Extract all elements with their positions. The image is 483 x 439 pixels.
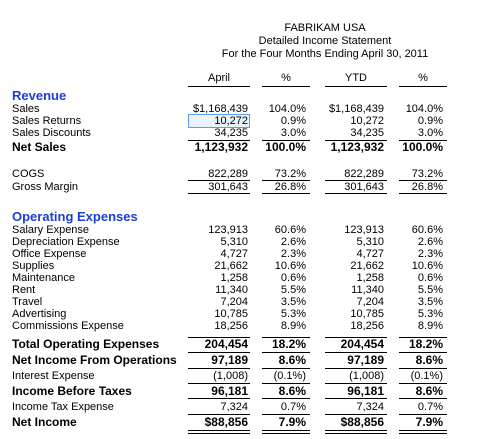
- cell-gross-margin-ytd[interactable]: 301,643: [344, 181, 384, 193]
- cell-net-income-ytd[interactable]: $88,856: [340, 415, 384, 429]
- row-label-interest: Interest Expense: [12, 370, 95, 382]
- row-label-gross-margin: Gross Margin: [12, 181, 79, 193]
- cell-sales-returns-apct[interactable]: 0.9%: [280, 115, 306, 127]
- cell-travel-apct[interactable]: 3.5%: [280, 296, 306, 308]
- row-label-sales-discounts: Sales Discounts: [12, 127, 91, 139]
- underline: [262, 398, 310, 399]
- cell-net-sales-april[interactable]: 1,123,932: [194, 140, 248, 154]
- cell-net-income-ops-ytd[interactable]: 97,189: [347, 353, 384, 367]
- cell-depreciation-apct[interactable]: 2.6%: [280, 236, 306, 248]
- row-label-office: Office Expense: [12, 248, 87, 260]
- underline: [399, 398, 447, 399]
- cell-net-income-ops-apct[interactable]: 8.6%: [278, 353, 306, 367]
- row-label-rent: Rent: [12, 284, 36, 296]
- cell-office-ypct[interactable]: 2.3%: [417, 248, 443, 260]
- cell-maintenance-ytd[interactable]: 1,258: [356, 272, 384, 284]
- underline: [262, 368, 310, 369]
- double-underline: [399, 430, 447, 431]
- row-label-salary: Salary Expense: [12, 224, 90, 236]
- cell-commissions-ytd[interactable]: 18,256: [350, 320, 384, 332]
- cell-office-apct[interactable]: 2.3%: [280, 248, 306, 260]
- cell-maintenance-apct[interactable]: 0.6%: [280, 272, 306, 284]
- cell-supplies-april[interactable]: 21,662: [214, 260, 248, 272]
- cell-net-income-ops-ypct[interactable]: 8.6%: [415, 353, 443, 367]
- underline: [399, 193, 447, 194]
- cell-sales-ytd[interactable]: $1,168,439: [328, 103, 384, 115]
- cell-depreciation-ytd[interactable]: 5,310: [356, 236, 384, 248]
- col-april-header: April: [188, 72, 250, 87]
- cell-supplies-ytd[interactable]: 21,662: [350, 260, 384, 272]
- row-label-net-income-ops: Net Income From Operations: [12, 353, 177, 367]
- underline: [325, 193, 387, 194]
- cell-office-ytd[interactable]: 4,727: [356, 248, 384, 260]
- underline: [188, 193, 250, 194]
- cell-rent-apct[interactable]: 5.5%: [280, 284, 306, 296]
- cell-sales-returns-april[interactable]: 10,272: [214, 115, 248, 127]
- row-label-income-before-tax: Income Before Taxes: [12, 384, 132, 398]
- cell-interest-april[interactable]: (1,008): [213, 370, 248, 382]
- report-title: Detailed Income Statement: [258, 35, 392, 47]
- cell-income-before-tax-ytd[interactable]: 96,181: [347, 384, 384, 398]
- report-period: For the Four Months Ending April 30, 2011: [221, 48, 429, 60]
- col-ytd-pct-header: %: [399, 72, 447, 87]
- underline: [188, 368, 250, 369]
- row-label-total-opex: Total Operating Expenses: [12, 337, 160, 351]
- underline: [399, 368, 447, 369]
- cell-cogs-ypct[interactable]: 73.2%: [411, 168, 443, 180]
- row-label-net-sales: Net Sales: [12, 140, 67, 154]
- cell-net-sales-ypct[interactable]: 100.0%: [402, 140, 443, 154]
- underline: [262, 193, 310, 194]
- cell-gross-margin-ypct[interactable]: 26.8%: [411, 181, 443, 193]
- cell-depreciation-ypct[interactable]: 2.6%: [417, 236, 443, 248]
- cell-total-opex-april[interactable]: 204,454: [204, 337, 248, 351]
- double-underline: [262, 433, 310, 434]
- cell-supplies-ypct[interactable]: 10.6%: [411, 260, 443, 272]
- cell-sales-apct[interactable]: 104.0%: [268, 103, 306, 115]
- cell-cogs-apct[interactable]: 73.2%: [274, 168, 306, 180]
- cell-total-opex-ytd[interactable]: 204,454: [340, 337, 384, 351]
- cell-income-before-tax-ypct[interactable]: 8.6%: [415, 384, 443, 398]
- row-label-net-income: Net Income: [12, 415, 77, 429]
- section-operating-expenses-heading: Operating Expenses: [12, 209, 138, 224]
- cell-income-tax-ytd[interactable]: 7,324: [356, 401, 384, 413]
- cell-advertising-ypct[interactable]: 5.3%: [417, 308, 443, 320]
- cell-sales-returns-ypct[interactable]: 0.9%: [417, 115, 443, 127]
- cell-travel-april[interactable]: 7,204: [220, 296, 248, 308]
- cell-income-before-tax-april[interactable]: 96,181: [211, 384, 248, 398]
- cell-cogs-april[interactable]: 822,289: [208, 168, 248, 180]
- double-underline: [262, 430, 310, 431]
- cell-sales-ypct[interactable]: 104.0%: [405, 103, 443, 115]
- cell-rent-april[interactable]: 11,340: [215, 284, 248, 296]
- cell-income-tax-apct[interactable]: 0.7%: [280, 401, 306, 413]
- cell-depreciation-april[interactable]: 5,310: [220, 236, 248, 248]
- cell-interest-ypct[interactable]: (0.1%): [410, 370, 443, 382]
- row-label-advertising: Advertising: [12, 308, 67, 320]
- cell-net-income-apct[interactable]: 7.9%: [278, 415, 306, 429]
- cell-advertising-apct[interactable]: 5.3%: [280, 308, 306, 320]
- double-underline: [188, 430, 250, 431]
- cell-interest-ytd[interactable]: (1,008): [349, 370, 384, 382]
- cell-gross-margin-apct[interactable]: 26.8%: [274, 181, 306, 193]
- cell-office-april[interactable]: 4,727: [220, 248, 248, 260]
- cell-salary-april[interactable]: 123,913: [208, 224, 248, 236]
- cell-salary-apct[interactable]: 60.6%: [274, 224, 306, 236]
- row-label-income-tax: Income Tax Expense: [12, 401, 114, 413]
- double-underline: [399, 433, 447, 434]
- row-label-maintenance: Maintenance: [12, 272, 75, 284]
- cell-maintenance-ypct[interactable]: 0.6%: [417, 272, 443, 284]
- cell-commissions-apct[interactable]: 8.9%: [280, 320, 306, 332]
- cell-sales-discounts-ytd[interactable]: 34,235: [350, 127, 384, 139]
- cell-interest-apct[interactable]: (0.1%): [273, 370, 306, 382]
- row-label-sales: Sales: [12, 103, 40, 115]
- cell-salary-ypct[interactable]: 60.6%: [411, 224, 443, 236]
- section-revenue-heading: Revenue: [12, 88, 67, 103]
- cell-income-tax-april[interactable]: 7,324: [220, 401, 248, 413]
- cell-gross-margin-april[interactable]: 301,643: [208, 181, 248, 193]
- cell-advertising-ytd[interactable]: 10,785: [350, 308, 384, 320]
- cell-travel-ytd[interactable]: 7,204: [356, 296, 384, 308]
- col-april-pct-header: %: [262, 72, 310, 87]
- row-label-cogs: COGS: [12, 168, 45, 180]
- cell-total-opex-apct[interactable]: 18.2%: [271, 337, 306, 351]
- cell-cogs-ytd[interactable]: 822,289: [344, 168, 384, 180]
- underline: [325, 398, 387, 399]
- cell-commissions-ypct[interactable]: 8.9%: [417, 320, 443, 332]
- cell-maintenance-april[interactable]: 1,258: [220, 272, 248, 284]
- cell-sales-discounts-apct[interactable]: 3.0%: [280, 127, 306, 139]
- cell-supplies-apct[interactable]: 10.6%: [274, 260, 306, 272]
- cell-net-income-april[interactable]: $88,856: [204, 415, 248, 429]
- cell-advertising-april[interactable]: 10,785: [214, 308, 248, 320]
- cell-commissions-april[interactable]: 18,256: [214, 320, 248, 332]
- double-underline: [325, 433, 387, 434]
- underline: [325, 368, 387, 369]
- double-underline: [188, 433, 250, 434]
- cell-rent-ytd[interactable]: 11,340: [351, 284, 384, 296]
- cell-sales-april[interactable]: $1,168,439: [192, 103, 248, 115]
- cell-sales-discounts-april[interactable]: 34,235: [214, 127, 248, 139]
- row-label-commissions: Commissions Expense: [12, 320, 124, 332]
- cell-salary-ytd[interactable]: 123,913: [344, 224, 384, 236]
- underline: [188, 398, 250, 399]
- cell-sales-discounts-ypct[interactable]: 3.0%: [417, 127, 443, 139]
- cell-rent-ypct[interactable]: 5.5%: [417, 284, 443, 296]
- cell-sales-returns-ytd[interactable]: 10,272: [350, 115, 384, 127]
- col-ytd-header: YTD: [325, 72, 387, 87]
- cell-income-before-tax-apct[interactable]: 8.6%: [278, 384, 306, 398]
- row-label-sales-returns: Sales Returns: [12, 115, 82, 127]
- cell-net-income-ypct[interactable]: 7.9%: [415, 415, 443, 429]
- cell-net-sales-ytd[interactable]: 1,123,932: [330, 140, 384, 154]
- double-underline: [325, 430, 387, 431]
- cell-net-income-ops-april[interactable]: 97,189: [211, 353, 248, 367]
- company-name: FABRIKAM USA: [284, 22, 366, 34]
- cell-total-opex-ypct[interactable]: 18.2%: [408, 337, 443, 351]
- row-label-travel: Travel: [12, 296, 43, 308]
- row-label-depreciation: Depreciation Expense: [12, 236, 120, 248]
- row-label-supplies: Supplies: [12, 260, 55, 272]
- cell-travel-ypct[interactable]: 3.5%: [417, 296, 443, 308]
- cell-income-tax-ypct[interactable]: 0.7%: [417, 401, 443, 413]
- cell-net-sales-apct[interactable]: 100.0%: [265, 140, 306, 154]
